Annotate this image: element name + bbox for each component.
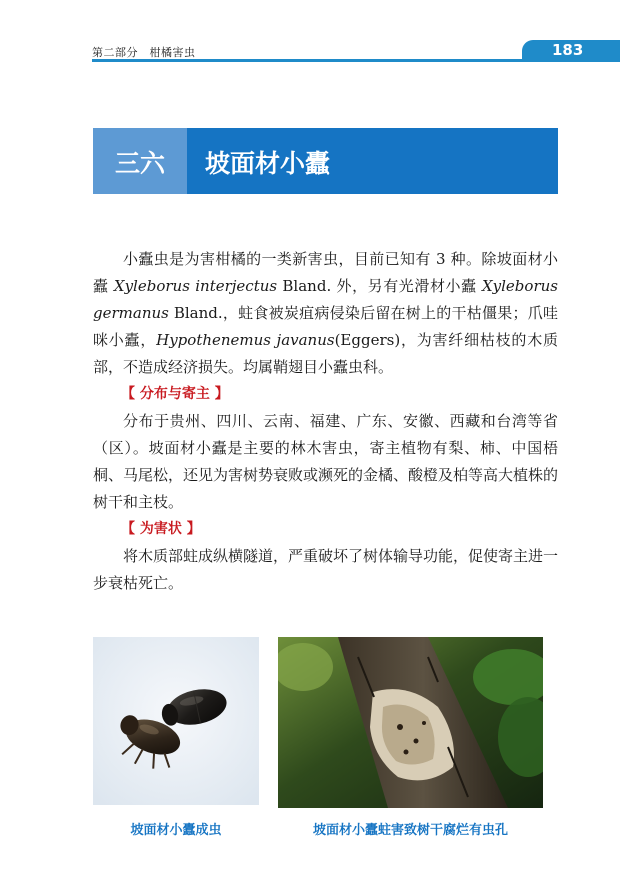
section-number: 三六: [114, 149, 165, 178]
body-text: [93, 246, 558, 597]
intro-text-2: Bland. 外，另有光滑材小蠹: [277, 277, 482, 295]
species-name-2: Xyleborus germanus: [93, 277, 558, 322]
beetle-adult-illustration: [93, 637, 259, 805]
right-figure-caption: 坡面材小蠹蛀害致树干腐烂有虫孔: [312, 823, 508, 838]
header-chapter-label: 第二部分 柑橘害虫: [92, 46, 196, 59]
intro-text-1: 小蠹虫是为害柑橘的一类新害虫，目前已知有 3 种。除坡面材小蠹: [93, 250, 558, 295]
species-name-1: Xyleborus interjectus: [113, 277, 278, 295]
trunk-damage-illustration: [278, 637, 543, 808]
header-rule: [92, 59, 522, 62]
page-number-tab: [522, 40, 620, 62]
beetle-adult-photo: [93, 637, 259, 805]
running-header: [92, 40, 620, 62]
damage-paragraph: 将木质部蛀成纵横隧道，严重破坏了树体输导功能，促使寄主进一步衰枯死亡。: [93, 547, 559, 592]
distribution-paragraph: 分布于贵州、四川、云南、福建、广东、安徽、西藏和台湾等省（区）。坡面材小蠹是主要的林木害虫，寄主植物有梨、柿、中国梧桐、马尾松，还见为害树势衰败或濒死的金橘、酸橙及柏等高大植株的树干和主枝。: [93, 412, 559, 511]
page-number: 183: [552, 41, 584, 59]
section-number-box: [93, 128, 187, 194]
section-title: 坡面材小蠹: [205, 149, 331, 178]
trunk-damage-photo: [278, 637, 543, 808]
left-figure-caption: 坡面材小蠹成虫: [130, 823, 222, 838]
distribution-heading: 【 分布与寄主 】: [121, 386, 229, 402]
intro-text-3: Bland.，蛀食被炭疽病侵染后留在树上的干枯僵果；爪哇咪小蠹，: [93, 304, 558, 349]
damage-heading: 【 为害状 】: [121, 521, 201, 537]
section-title-box: [187, 128, 558, 194]
species-name-3: Hypothenemus javanus: [156, 331, 335, 349]
intro-paragraph: [93, 246, 558, 381]
intro-text-4: (Eggers)，为害纤细枯枝的木质部，不造成经济损失。均属鞘翅目小蠹虫科。: [93, 331, 558, 376]
section-banner: [93, 128, 558, 194]
